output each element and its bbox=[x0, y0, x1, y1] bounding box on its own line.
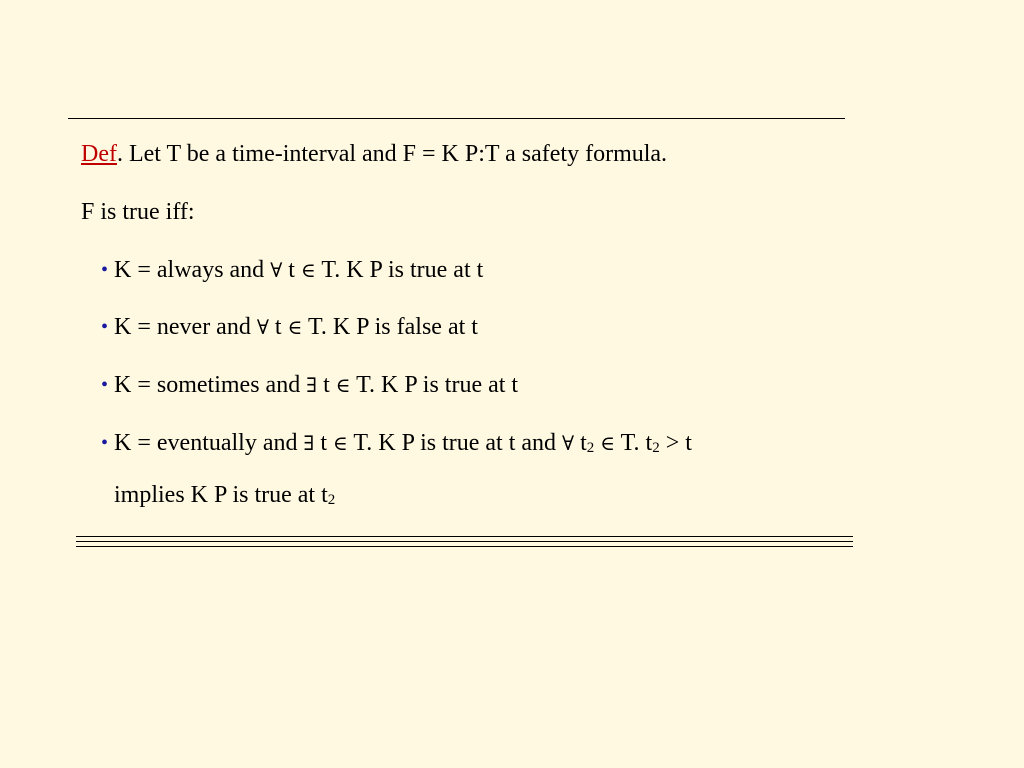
definition-text: . Let T be a time-interval and F = K P:T a safety formula. bbox=[116, 141, 668, 167]
forall-symbol: ∀ bbox=[562, 431, 575, 455]
bottom-divider bbox=[76, 541, 853, 542]
element-of-symbol: ∈ bbox=[287, 315, 303, 339]
condition-intro: F is true iff: bbox=[81, 199, 195, 225]
bullet-icon: • bbox=[101, 316, 109, 338]
bullet-text-part: T. K P is true at t and bbox=[347, 430, 563, 456]
bottom-divider bbox=[76, 536, 853, 537]
subscript: 2 bbox=[327, 492, 336, 508]
element-of-symbol: ∈ bbox=[300, 258, 316, 282]
bullet-text-part: T. K P is true at t bbox=[350, 372, 519, 398]
bullet-text-part: T. K P is false at t bbox=[302, 314, 478, 340]
element-of-symbol: ∈ bbox=[333, 431, 348, 455]
bullet-text-part: T. K P is true at t bbox=[315, 257, 484, 283]
bullet-text-part: K = eventually and bbox=[114, 430, 304, 456]
bullet-item-eventually-continuation bbox=[114, 481, 335, 509]
bullet-text-part: t bbox=[314, 430, 334, 456]
definition-keyword: Def bbox=[81, 141, 117, 167]
bullet-item-eventually bbox=[101, 429, 692, 458]
bullet-text-part: t bbox=[574, 430, 587, 456]
bullet-text-part: K = sometimes and bbox=[114, 372, 307, 398]
subscript: 2 bbox=[652, 440, 660, 456]
exists-symbol: ∃ bbox=[303, 431, 315, 455]
exists-symbol: ∃ bbox=[306, 373, 318, 397]
bullet-text-part: t bbox=[268, 314, 288, 340]
bullet-text-part: implies K P is true at t bbox=[114, 482, 328, 508]
bullet-text-part: K = always and bbox=[114, 257, 271, 283]
bullet-icon: • bbox=[101, 259, 109, 281]
bullet-item-sometimes bbox=[101, 371, 518, 400]
bottom-divider bbox=[76, 546, 853, 547]
bullet-item-always bbox=[101, 256, 483, 285]
bullet-text-part: t bbox=[282, 257, 301, 283]
bullet-text-part: > t bbox=[659, 430, 692, 456]
forall-symbol: ∀ bbox=[270, 258, 283, 282]
bullet-text-part: T. t bbox=[615, 430, 653, 456]
element-of-symbol: ∈ bbox=[335, 373, 351, 397]
bullet-icon: • bbox=[101, 374, 109, 396]
bullet-icon: • bbox=[101, 432, 109, 454]
definition-line bbox=[81, 140, 667, 168]
top-divider bbox=[68, 118, 845, 119]
bullet-text-part: K = never and bbox=[114, 314, 257, 340]
bullet-text-part: t bbox=[317, 372, 336, 398]
subscript: 2 bbox=[586, 440, 595, 456]
element-of-symbol: ∈ bbox=[600, 431, 616, 455]
forall-symbol: ∀ bbox=[256, 315, 269, 339]
bullet-item-never bbox=[101, 313, 478, 342]
